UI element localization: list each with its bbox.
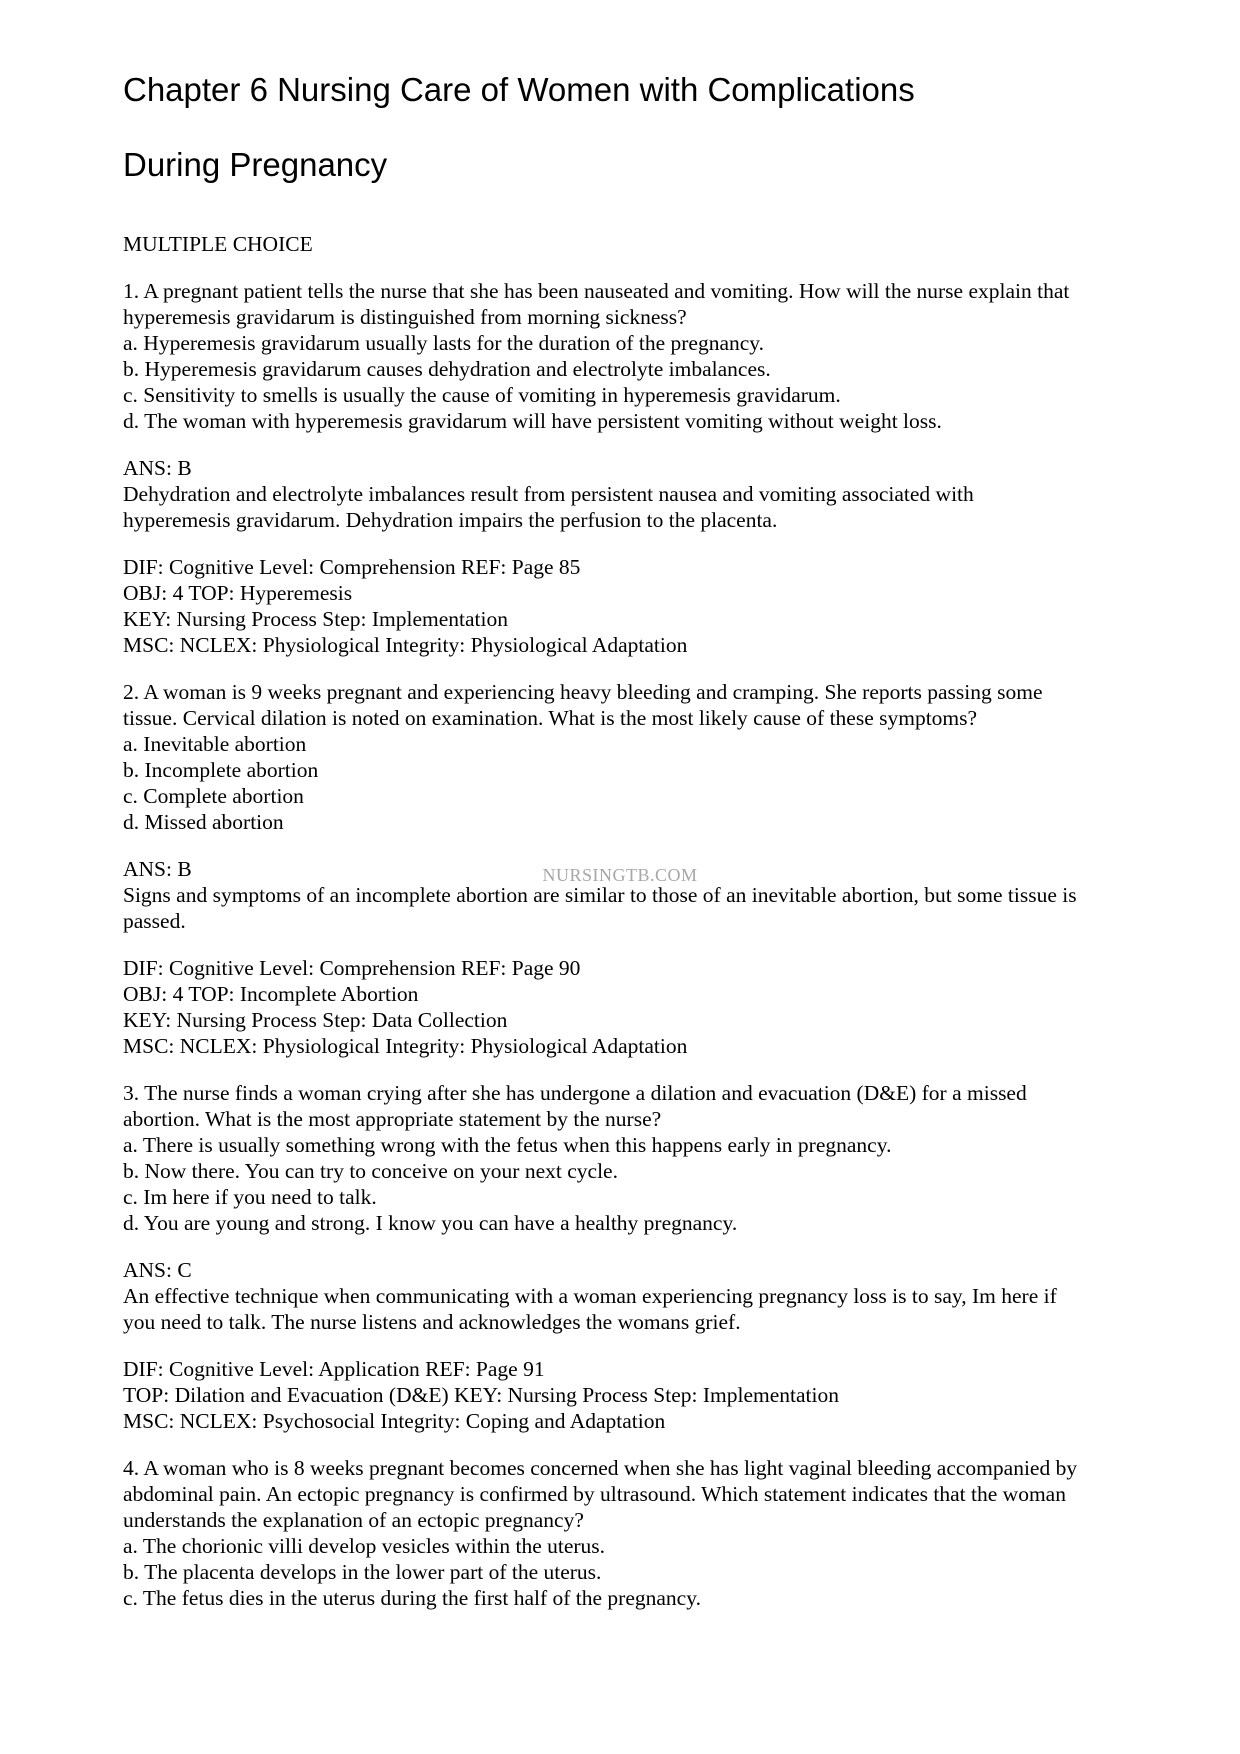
question-stem: 4. A woman who is 8 weeks pregnant becomes concerned when she has light vaginal bleeding accompanied by bbox=[123, 1456, 1078, 1480]
answer-option: b. The placenta develops in the lower part of the uterus. bbox=[123, 1560, 602, 1584]
question-1 bbox=[123, 278, 1143, 434]
meta-line: DIF: Cognitive Level: Comprehension REF: Page 85 bbox=[123, 555, 581, 579]
rationale: you need to talk. The nurse listens and acknowledges the womans grief. bbox=[123, 1310, 741, 1334]
document-page bbox=[123, 52, 1143, 1611]
meta-line: DIF: Cognitive Level: Comprehension REF: Page 90 bbox=[123, 956, 581, 980]
meta-line: TOP: Dilation and Evacuation (D&E) KEY: Nursing Process Step: Implementation bbox=[123, 1383, 839, 1407]
meta-line: OBJ: 4 TOP: Incomplete Abortion bbox=[123, 982, 419, 1006]
rationale: Dehydration and electrolyte imbalances result from persistent nausea and vomiting associated with bbox=[123, 482, 974, 506]
answer-key: ANS: B bbox=[123, 456, 192, 480]
question-stem: abortion. What is the most appropriate statement by the nurse? bbox=[123, 1107, 662, 1131]
question-stem: 2. A woman is 9 weeks pregnant and experiencing heavy bleeding and cramping. She reports passing some bbox=[123, 680, 1043, 704]
question-4 bbox=[123, 1455, 1143, 1611]
chapter-title-line-2: During Pregnancy bbox=[123, 146, 388, 183]
answer-option: c. Complete abortion bbox=[123, 784, 304, 808]
question-stem: abdominal pain. An ectopic pregnancy is confirmed by ultrasound. Which statement indicates that the woman bbox=[123, 1482, 1066, 1506]
answer-option: d. You are young and strong. I know you can have a healthy pregnancy. bbox=[123, 1211, 738, 1235]
meta-line: KEY: Nursing Process Step: Implementation bbox=[123, 607, 508, 631]
meta-line: KEY: Nursing Process Step: Data Collection bbox=[123, 1008, 508, 1032]
answer-key: ANS: C bbox=[123, 1258, 192, 1282]
answer-option: b. Hyperemesis gravidarum causes dehydration and electrolyte imbalances. bbox=[123, 357, 771, 381]
question-stem: hyperemesis gravidarum is distinguished from morning sickness? bbox=[123, 305, 687, 329]
answer-option: d. The woman with hyperemesis gravidarum will have persistent vomiting without weight loss. bbox=[123, 409, 942, 433]
rationale: passed. bbox=[123, 909, 186, 933]
answer-option: a. Hyperemesis gravidarum usually lasts for the duration of the pregnancy. bbox=[123, 331, 765, 355]
rationale: Signs and symptoms of an incomplete abortion are similar to those of an inevitable abortion, but some tissue is bbox=[123, 883, 1077, 907]
answer-key: ANS: B bbox=[123, 857, 192, 881]
question-3 bbox=[123, 1080, 1143, 1236]
question-stem: 3. The nurse finds a woman crying after she has undergone a dilation and evacuation (D&E) for a missed bbox=[123, 1081, 1027, 1105]
answer-block-3 bbox=[123, 1257, 1143, 1335]
meta-line: MSC: NCLEX: Psychosocial Integrity: Coping and Adaptation bbox=[123, 1409, 666, 1433]
answer-block-2 bbox=[123, 856, 1143, 934]
answer-option: b. Now there. You can try to conceive on your next cycle. bbox=[123, 1159, 618, 1183]
rationale: An effective technique when communicating with a woman experiencing pregnancy loss is to say, Im here if bbox=[123, 1284, 1057, 1308]
meta-line: DIF: Cognitive Level: Application REF: Page 91 bbox=[123, 1357, 545, 1381]
answer-option: a. There is usually something wrong with the fetus when this happens early in pregnancy. bbox=[123, 1133, 892, 1157]
answer-option: c. The fetus dies in the uterus during the first half of the pregnancy. bbox=[123, 1586, 701, 1610]
answer-option: d. Missed abortion bbox=[123, 810, 284, 834]
question-stem: understands the explanation of an ectopic pregnancy? bbox=[123, 1508, 584, 1532]
meta-line: OBJ: 4 TOP: Hyperemesis bbox=[123, 581, 353, 605]
chapter-title bbox=[123, 52, 1143, 202]
question-2 bbox=[123, 679, 1143, 835]
question-stem: 1. A pregnant patient tells the nurse that she has been nauseated and vomiting. How will the nurse explain that bbox=[123, 279, 1070, 303]
answer-block-1 bbox=[123, 455, 1143, 533]
answer-option: c. Sensitivity to smells is usually the cause of vomiting in hyperemesis gravidarum. bbox=[123, 383, 841, 407]
watermark: NURSINGTB.COM bbox=[542, 865, 698, 885]
meta-block-3 bbox=[123, 1356, 1143, 1434]
answer-option: b. Incomplete abortion bbox=[123, 758, 319, 782]
meta-block-1 bbox=[123, 554, 1143, 658]
question-stem: tissue. Cervical dilation is noted on examination. What is the most likely cause of these symptoms? bbox=[123, 706, 978, 730]
meta-block-2 bbox=[123, 955, 1143, 1059]
chapter-title-line-1: Chapter 6 Nursing Care of Women with Complications bbox=[123, 71, 915, 108]
meta-line: MSC: NCLEX: Physiological Integrity: Physiological Adaptation bbox=[123, 1034, 688, 1058]
rationale: hyperemesis gravidarum. Dehydration impairs the perfusion to the placenta. bbox=[123, 508, 778, 532]
answer-option: a. Inevitable abortion bbox=[123, 732, 307, 756]
meta-line: MSC: NCLEX: Physiological Integrity: Physiological Adaptation bbox=[123, 633, 688, 657]
answer-option: c. Im here if you need to talk. bbox=[123, 1185, 377, 1209]
section-label: MULTIPLE CHOICE bbox=[123, 232, 313, 256]
answer-option: a. The chorionic villi develop vesicles within the uterus. bbox=[123, 1534, 606, 1558]
